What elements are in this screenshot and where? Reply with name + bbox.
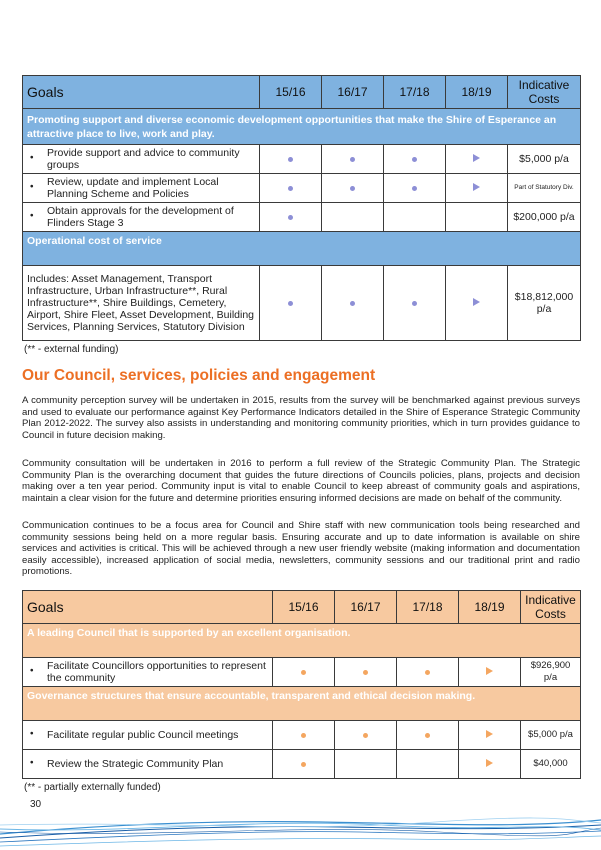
cost-cell: $40,000: [521, 750, 581, 779]
dot-marker-icon: [425, 733, 430, 738]
decorative-waves-icon: [0, 808, 601, 850]
table-row: [23, 721, 581, 750]
table-row: [23, 145, 581, 174]
section-title: Our Council, services, policies and engagement: [22, 367, 376, 384]
dot-marker-icon: [288, 215, 293, 220]
bullet-icon: •: [30, 728, 34, 740]
dot-marker-icon: [288, 157, 293, 162]
triangle-marker-icon: [473, 183, 480, 191]
dot-marker-icon: [301, 762, 306, 767]
year-header-15-16: 15/16: [260, 76, 322, 109]
dot-marker-icon: [350, 157, 355, 162]
goal-cell: [23, 721, 273, 750]
bullet-icon: •: [30, 210, 34, 222]
paragraph-communication: Communication continues to be a focus area for Council and Shire staff with new communication tools being researched and community sessions being held on a more regular basis. Ensuring accurate and up to date information is available on shire services and activities is critical. This will be achieved through a new user friendly website (making information and documentation easily accessible), increased application of social media, newsletters, community sessions and our traditional print and radio promotions.: [22, 520, 580, 577]
dot-marker-icon: [412, 301, 417, 306]
dot-marker-icon: [363, 733, 368, 738]
footnote-partial-funding: (** - partially externally funded): [24, 782, 161, 793]
dot-marker-icon: [425, 670, 430, 675]
section-row: [23, 687, 581, 721]
paragraph-consultation: Community consultation will be undertaken in 2016 to perform a full review of the Strategic Community Plan. The Strategic Community Plan is the overarching document that guides the future directions of Councils policies, plans, projects and decision making over a ten year period. Community input is vital to enable Council to keep abreast of community goals and aspirations, maintain a clear vision for the future and determine priorities ensuring informed decisions are made on behalf of the community.: [22, 458, 580, 504]
triangle-marker-icon: [486, 730, 493, 738]
goals-header: Goals: [23, 591, 273, 624]
cost-cell: $926,900 p/a: [521, 658, 581, 687]
dot-marker-icon: [288, 186, 293, 191]
goals-header: Goals: [23, 76, 260, 109]
goal-cell: [23, 750, 273, 779]
section-heading: A leading Council that is supported by an excellent organisation.: [23, 624, 581, 658]
year-header-16-17: 16/17: [322, 76, 384, 109]
goal-text: Obtain approvals for the development of Flinders Stage 3: [47, 205, 234, 229]
section-row: [23, 232, 581, 266]
year-header-18-19: 18/19: [446, 76, 508, 109]
bullet-icon: •: [30, 181, 34, 193]
table-header-row: [23, 591, 581, 624]
goal-text: Provide support and advice to community groups: [47, 147, 240, 171]
section-row: [23, 624, 581, 658]
cost-cell: $18,812,000 p/a: [508, 266, 581, 341]
table-row: [23, 174, 581, 203]
cost-cell: $200,000 p/a: [508, 203, 581, 232]
paragraph-survey: A community perception survey will be undertaken in 2015, results from the survey will be benchmarked against previous surveys and used to evaluate our performance against Key Performance Indicators detailed in the Shire of Esperance Strategic Community Plan 2012-2022. The survey also assists in understanding and monitoring community priorities, which in turn provides guidance to Council in future decision making.: [22, 395, 580, 441]
goal-cell: [23, 174, 260, 203]
goal-text: Facilitate regular public Council meetings: [47, 729, 239, 741]
goal-text: Facilitate Councillors opportunities to represent the community: [47, 660, 266, 684]
dot-marker-icon: [301, 670, 306, 675]
costs-header: Indicative Costs: [508, 76, 581, 109]
goals-table-governance: [22, 590, 581, 779]
page-number: 30: [30, 799, 42, 810]
table-row: [23, 266, 581, 341]
footnote-external-funding: (** - external funding): [24, 344, 119, 355]
triangle-marker-icon: [486, 759, 493, 767]
triangle-marker-icon: [486, 667, 493, 675]
bullet-icon: •: [30, 757, 34, 769]
dot-marker-icon: [301, 733, 306, 738]
table-row: [23, 750, 581, 779]
bullet-icon: •: [30, 152, 34, 164]
year-header-17-18: 17/18: [397, 591, 459, 624]
dot-marker-icon: [350, 186, 355, 191]
table-row: [23, 203, 581, 232]
section-heading: Operational cost of service: [23, 232, 581, 266]
cost-cell: $5,000 p/a: [521, 721, 581, 750]
dot-marker-icon: [363, 670, 368, 675]
goal-text: Review, update and implement Local Planning Scheme and Policies: [47, 176, 219, 200]
table-row: [23, 658, 581, 687]
dot-marker-icon: [350, 301, 355, 306]
year-header-17-18: 17/18: [384, 76, 446, 109]
goal-cell: [23, 658, 273, 687]
dot-marker-icon: [412, 186, 417, 191]
goal-text: Review the Strategic Community Plan: [47, 758, 224, 770]
dot-marker-icon: [412, 157, 417, 162]
goal-cell: [23, 145, 260, 174]
year-header-16-17: 16/17: [335, 591, 397, 624]
table-header-row: [23, 76, 581, 109]
goals-table-economic: [22, 75, 581, 341]
cost-cell: Part of Statutory Div.: [508, 174, 581, 203]
goal-cell: [23, 203, 260, 232]
triangle-marker-icon: [473, 154, 480, 162]
costs-header: Indicative Costs: [521, 591, 581, 624]
year-header-15-16: 15/16: [273, 591, 335, 624]
cost-cell: $5,000 p/a: [508, 145, 581, 174]
section-heading: Governance structures that ensure accountable, transparent and ethical decision making.: [23, 687, 581, 721]
bullet-icon: •: [30, 665, 34, 677]
section-heading: Promoting support and diverse economic development opportunities that make the Shire of Esperance an attractive place to live, work and play.: [23, 109, 581, 145]
year-header-18-19: 18/19: [459, 591, 521, 624]
includes-cell: Includes: Asset Management, Transport Infrastructure, Urban Infrastructure**, Rural Infrastructure**, Shire Buildings, Cemetery, Airport, Shire Fleet, Asset Development, Building Services, Planning Services, Statutory Division: [23, 266, 260, 341]
section-row: [23, 109, 581, 145]
dot-marker-icon: [288, 301, 293, 306]
triangle-marker-icon: [473, 298, 480, 306]
